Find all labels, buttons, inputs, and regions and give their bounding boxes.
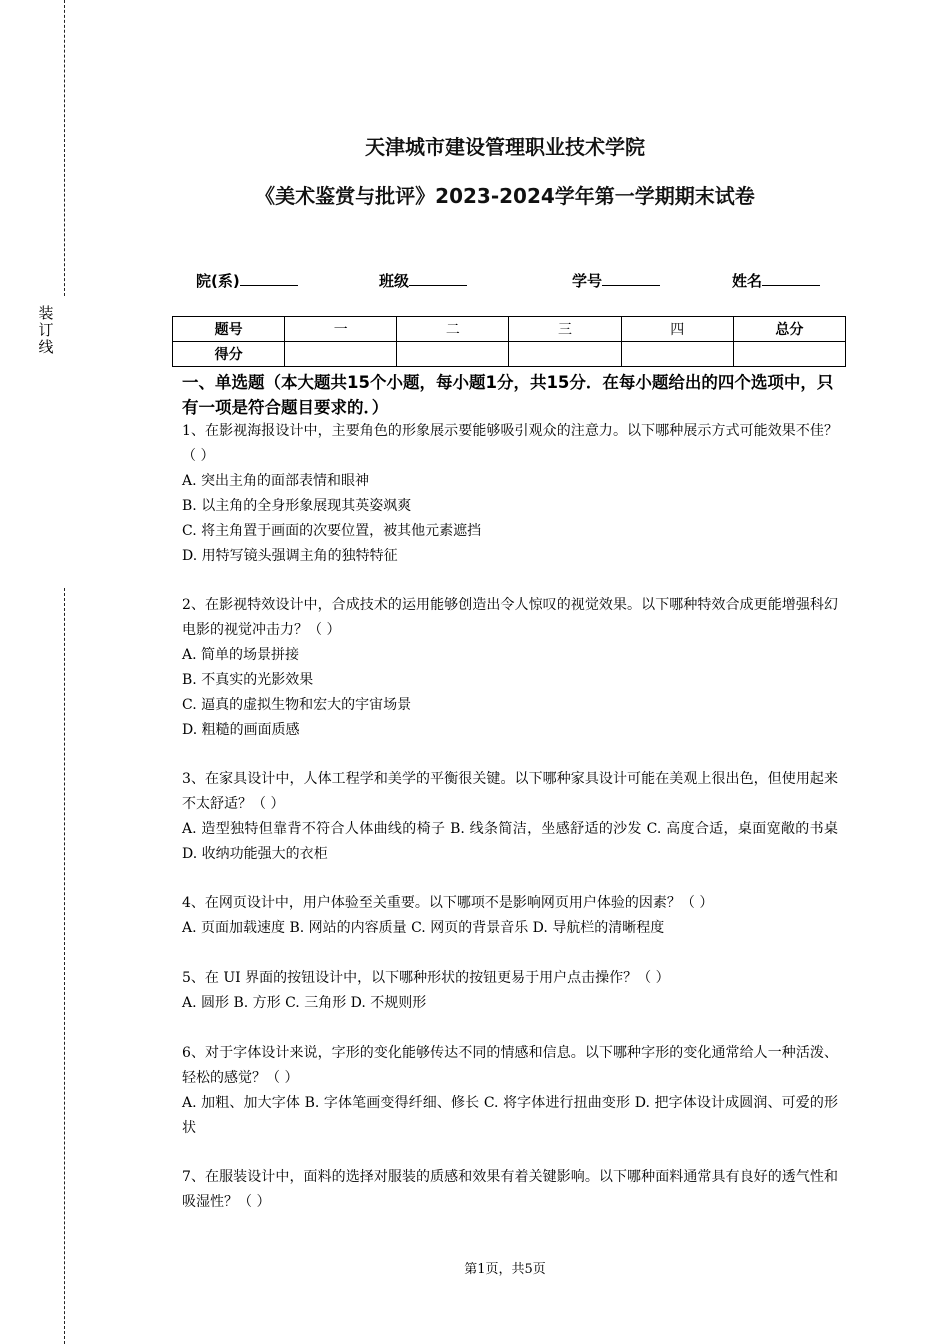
question-options: A. 圆形 B. 方形 C. 三角形 D. 不规则形 [182, 995, 427, 1011]
question-stem: 6、对于字体设计来说，字形的变化能够传达不同的情感和信息。以下哪种字形的变化通常给人一种活泼、轻松的感觉？（ ） [182, 1045, 838, 1086]
score-table-cell: 一 [285, 317, 397, 342]
score-table-cell: 得分 [173, 342, 285, 367]
blank-line [762, 271, 820, 286]
question-3 [182, 767, 838, 867]
info-name [732, 270, 820, 291]
info-label: 班级 [379, 272, 410, 290]
info-department [196, 270, 298, 291]
question-options: A. 页面加载速度 B. 网站的内容质量 C. 网页的背景音乐 D. 导航栏的清晰程度 [182, 920, 665, 936]
question-option: B. 以主角的全身形象展现其英姿飒爽 [182, 498, 412, 514]
score-table-cell: 四 [621, 317, 733, 342]
school-name: 天津城市建设管理职业技术学院 [365, 135, 645, 159]
info-class [379, 270, 467, 291]
question-5 [182, 966, 838, 1016]
question-stem: 4、在网页设计中，用户体验至关重要。以下哪项不是影响网页用户体验的因素？（ ） [182, 895, 714, 911]
info-label: 学号 [572, 272, 603, 290]
score-table-header-row [173, 317, 846, 342]
question-option: C. 逼真的虚拟生物和宏大的宇宙场景 [182, 697, 412, 713]
question-stem: 1、在影视海报设计中，主要角色的形象展示要能够吸引观众的注意力。以下哪种展示方式可能效果不佳？（ ） [182, 423, 838, 464]
score-table [172, 316, 846, 367]
binding-char: 订 [38, 321, 54, 339]
question-stem: 5、在 UI 界面的按钮设计中，以下哪种形状的按钮更易于用户点击操作？（ ） [182, 970, 670, 986]
question-option: B. 不真实的光影效果 [182, 672, 314, 688]
question-options: A. 造型独特但靠背不符合人体曲线的椅子 B. 线条简洁，坐感舒适的沙发 C. 高度合适，桌面宽敞的书桌 D. 收纳功能强大的衣柜 [182, 821, 838, 862]
question-option: D. 粗糙的画面质感 [182, 722, 300, 738]
score-input-cell [733, 342, 845, 367]
question-option: C. 将主角置于画面的次要位置，被其他元素遮挡 [182, 523, 482, 539]
info-label: 院(系) [196, 272, 240, 290]
score-table-cell: 题号 [173, 317, 285, 342]
page-number: 第1页，共5页 [464, 1262, 546, 1277]
binding-char: 线 [38, 338, 54, 356]
binding-line-bottom [64, 588, 65, 1344]
section-title: 一、单选题（本大题共15个小题，每小题1分，共15分．在每小题给出的四个选项中，只有一项是符合题目要求的．） [182, 373, 834, 417]
question-option: A. 突出主角的面部表情和眼神 [182, 473, 370, 489]
exam-title: 《美术鉴赏与批评》2023-2024学年第一学期期末试卷 [255, 184, 755, 208]
blank-line [240, 271, 298, 286]
question-option: A. 简单的场景拼接 [182, 647, 300, 663]
question-2 [182, 593, 838, 743]
question-option: D. 用特写镜头强调主角的独特特征 [182, 548, 398, 564]
score-input-cell [509, 342, 621, 367]
question-stem: 2、在影视特效设计中，合成技术的运用能够创造出令人惊叹的视觉效果。以下哪种特效合成更能增强科幻电影的视觉冲击力？（ ） [182, 597, 838, 638]
score-table-score-row [173, 342, 846, 367]
question-stem: 7、在服装设计中，面料的选择对服装的质感和效果有着关键影响。以下哪种面料通常具有良好的透气性和吸湿性？（ ） [182, 1169, 838, 1210]
score-table-cell: 二 [397, 317, 509, 342]
blank-line [602, 271, 660, 286]
binding-char: 装 [38, 304, 54, 322]
info-student-id [572, 270, 660, 291]
question-7 [182, 1165, 838, 1215]
score-input-cell [285, 342, 397, 367]
binding-label [36, 305, 56, 356]
question-options: A. 加粗、加大字体 B. 字体笔画变得纤细、修长 C. 将字体进行扭曲变形 D. 把字体设计成圆润、可爱的形状 [182, 1095, 838, 1136]
score-table-cell: 总分 [733, 317, 845, 342]
question-stem: 3、在家具设计中，人体工程学和美学的平衡很关键。以下哪种家具设计可能在美观上很出色，但使用起来不太舒适？（ ） [182, 771, 838, 812]
score-input-cell [621, 342, 733, 367]
info-label: 姓名 [732, 272, 763, 290]
question-6 [182, 1041, 838, 1141]
question-4 [182, 891, 838, 941]
score-table-cell: 三 [509, 317, 621, 342]
blank-line [409, 271, 467, 286]
score-input-cell [397, 342, 509, 367]
question-1 [182, 419, 838, 569]
